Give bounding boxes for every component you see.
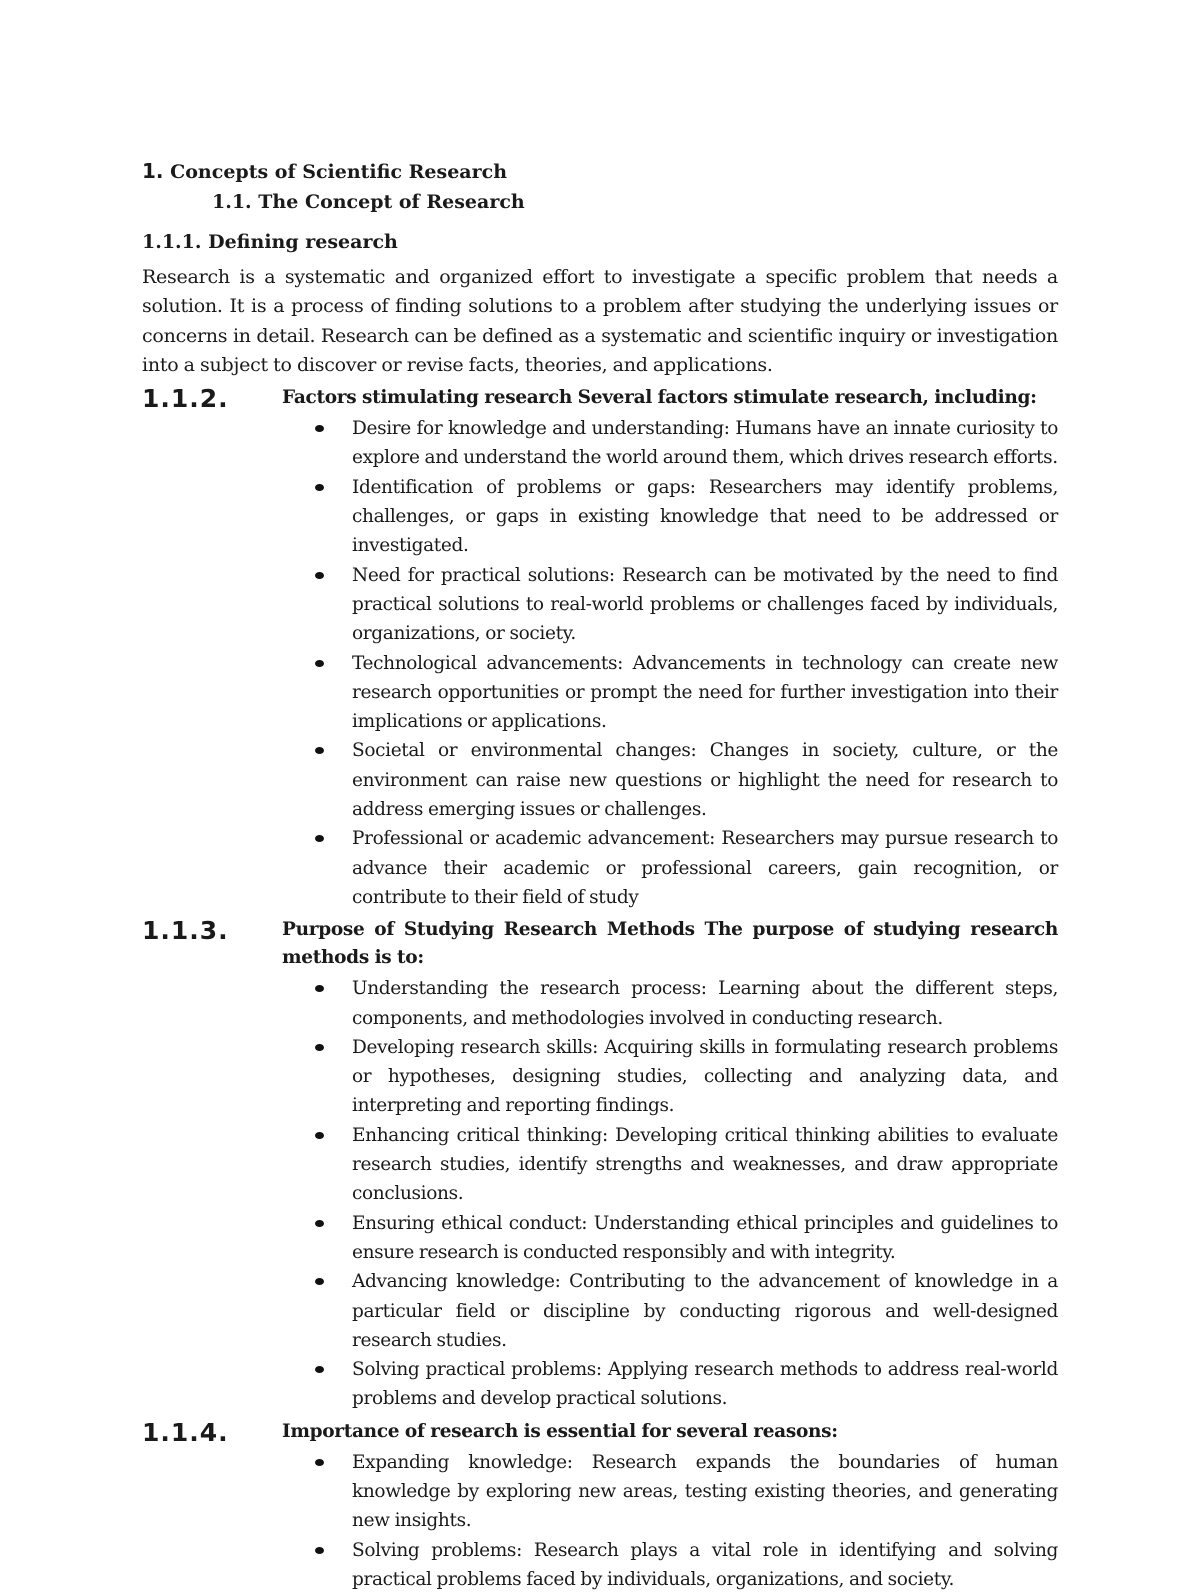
list-item: Solving problems: Research plays a vital role in identifying and solving practical problems faced by individuals, organizations, and society. bbox=[282, 1536, 1058, 1594]
bullet-icon bbox=[315, 1366, 324, 1373]
list-item: Solving practical problems: Applying research methods to address real-world problems and develop practical solutions. bbox=[282, 1355, 1058, 1414]
bullet-icon bbox=[315, 1278, 324, 1285]
heading-1-title: Concepts of Scientific Research bbox=[170, 161, 508, 183]
list-item: Ensuring ethical conduct: Understanding ethical principles and guidelines to ensure research is conducted responsibly and with integrity. bbox=[282, 1209, 1058, 1268]
bullet-list bbox=[282, 414, 1058, 912]
heading-2: 1.1. The Concept of Research bbox=[212, 191, 525, 213]
list-item: Expanding knowledge: Research expands the boundaries of human knowledge by exploring new areas, testing existing theories, and generating new insights. bbox=[282, 1448, 1058, 1536]
section-title: Purpose of Studying Research Methods The purpose of studying research methods is to: bbox=[282, 919, 1058, 969]
section-title: Factors stimulating research Several factors stimulate research, including: bbox=[282, 387, 1037, 409]
list-item: Understanding the research process: Learning about the different steps, components, and methodologies involved in conducting research. bbox=[282, 974, 1058, 1033]
section-number: 1.1.4. bbox=[142, 1417, 229, 1447]
bullet-icon bbox=[315, 1132, 324, 1139]
intro-paragraph: Research is a systematic and organized effort to investigate a specific problem that needs a solution. It is a process of finding solutions to a problem after studying the underlying issues or concerns in detail. Research can be defined as a systematic and scientific inquiry or investigation into a subject to discover or revise facts, theories, and applications. bbox=[142, 266, 1058, 376]
section-importance bbox=[142, 1418, 1058, 1594]
section-number: 1.1.2. bbox=[142, 384, 229, 414]
document-body bbox=[142, 156, 1058, 1594]
list-item: Enhancing critical thinking: Developing critical thinking abilities to evaluate research studies, identify strengths and weaknesses, and draw appropriate conclusions. bbox=[282, 1121, 1058, 1209]
bullet-icon bbox=[315, 1220, 324, 1227]
heading-1 bbox=[142, 156, 1058, 187]
bullet-icon bbox=[315, 1459, 324, 1466]
section-number: 1.1.3. bbox=[142, 916, 229, 946]
bullet-icon bbox=[315, 425, 324, 432]
bullet-list bbox=[282, 1448, 1058, 1594]
bullet-icon bbox=[315, 985, 324, 992]
section-factors bbox=[142, 384, 1058, 912]
bullet-icon bbox=[315, 1044, 324, 1051]
list-item: Technological advancements: Advancements in technology can create new research opportunities or prompt the need for further investigation into their implications or applications. bbox=[282, 649, 1058, 737]
list-item: Identification of problems or gaps: Researchers may identify problems, challenges, or gaps in existing knowledge that need to be addressed or investigated. bbox=[282, 473, 1058, 561]
section-purpose bbox=[142, 916, 1058, 1413]
bullet-icon bbox=[315, 835, 324, 842]
list-item: Developing research skills: Acquiring skills in formulating research problems or hypotheses, designing studies, collecting and analyzing data, and interpreting and reporting findings. bbox=[282, 1033, 1058, 1121]
heading-3: 1.1.1. Defining research bbox=[142, 231, 398, 253]
list-item: Need for practical solutions: Research can be motivated by the need to find practical solutions to real-world problems or challenges faced by individuals, organizations, or society. bbox=[282, 561, 1058, 649]
bullet-icon bbox=[315, 572, 324, 579]
bullet-list bbox=[282, 974, 1058, 1413]
heading-1-number: 1. bbox=[142, 159, 164, 183]
bullet-icon bbox=[315, 747, 324, 754]
section-title: Importance of research is essential for several reasons: bbox=[282, 1420, 838, 1442]
bullet-icon bbox=[315, 484, 324, 491]
list-item: Desire for knowledge and understanding: Humans have an innate curiosity to explore and understand the world around them, which drives research efforts. bbox=[282, 414, 1058, 473]
list-item: Professional or academic advancement: Researchers may pursue research to advance their academic or professional careers, gain recognition, or contribute to their field of study bbox=[282, 824, 1058, 912]
bullet-icon bbox=[315, 660, 324, 667]
list-item: Advancing knowledge: Contributing to the advancement of knowledge in a particular field or discipline by conducting rigorous and well-designed research studies. bbox=[282, 1267, 1058, 1355]
list-item: Societal or environmental changes: Changes in society, culture, or the environment can raise new questions or highlight the need for research to address emerging issues or challenges. bbox=[282, 736, 1058, 824]
